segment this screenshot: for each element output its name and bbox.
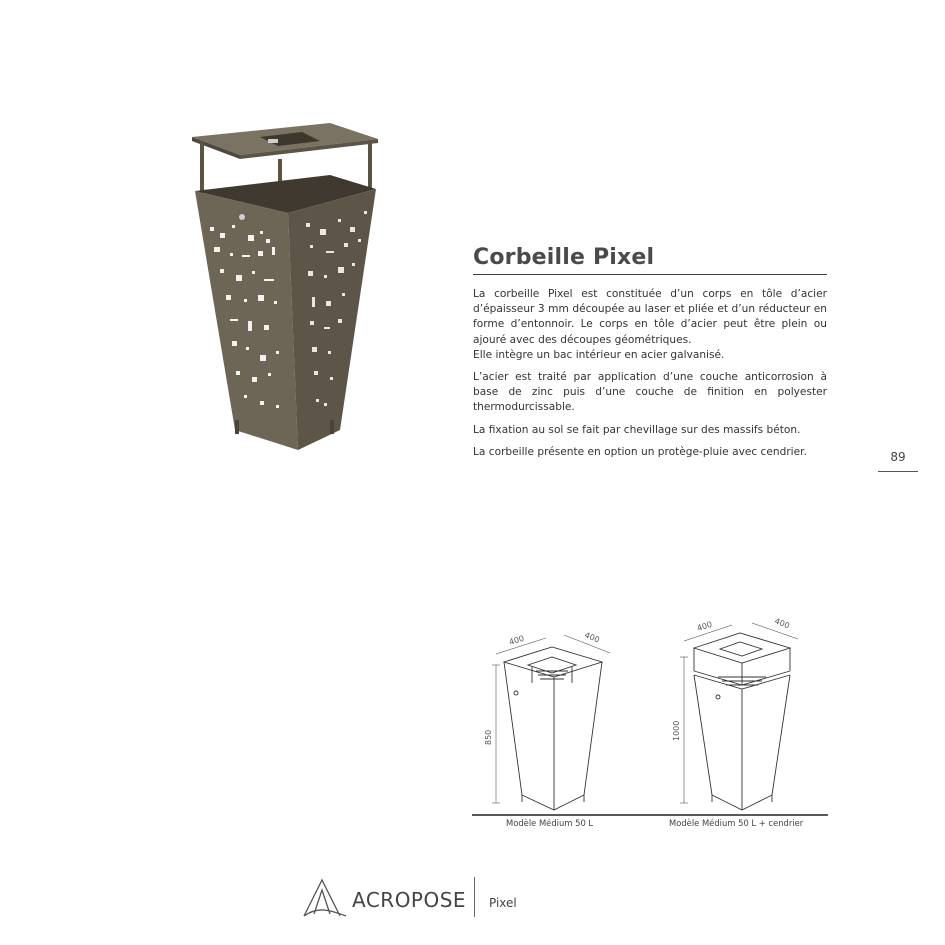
paragraph-1-text: La corbeille Pixel est constituée d’un corps en tôle d’acier d’épaisseur 3 mm découpée au laser et pliée et d’un réducteur en forme d’entonnoir. Le corps en tôle d’acier peut être plein ou ajouré avec des découpes géométriques. — [473, 288, 827, 346]
drawing-model-1 — [492, 635, 610, 810]
footer-divider — [474, 877, 475, 917]
title-divider — [473, 274, 827, 275]
paragraph-1-galvanized: Elle intègre un bac intérieur en acier galvanisé. — [473, 348, 725, 361]
product-description — [473, 287, 827, 467]
model-2-caption: Modèle Médium 50 L + cendrier — [669, 818, 804, 828]
footer-brand: ACROPOSE — [352, 888, 467, 912]
model-2-height-label: 1000 — [672, 720, 681, 741]
model-2-depth-label: 400 — [773, 616, 791, 631]
product-photo — [180, 115, 395, 460]
page-number: 89 — [890, 450, 906, 464]
description-paragraph-4: La corbeille présente en option un protège-pluie avec cendrier. — [473, 445, 807, 458]
technical-drawings — [470, 605, 830, 830]
model-2-width-label: 400 — [695, 619, 714, 633]
acropose-logo-icon — [300, 876, 350, 920]
model-1-depth-label: 400 — [583, 630, 601, 645]
footer-product-label: Pixel — [489, 896, 517, 910]
description-paragraph-1 — [473, 287, 827, 363]
description-paragraph-3: La fixation au sol se fait par chevillage sur des massifs béton. — [473, 423, 801, 436]
description-paragraph-2: L’acier est traité par application d’une couche anticorrosion à base de zinc puis d’une couche de finition en polyester thermodurcissable. — [473, 371, 827, 414]
model-1-height-label: 850 — [484, 729, 493, 745]
drawing-model-2 — [680, 623, 798, 810]
page-number-rule — [878, 471, 918, 472]
model-1-caption: Modèle Médium 50 L — [506, 818, 594, 828]
model-1-width-label: 400 — [507, 633, 526, 647]
product-title: Corbeille Pixel — [473, 245, 655, 270]
